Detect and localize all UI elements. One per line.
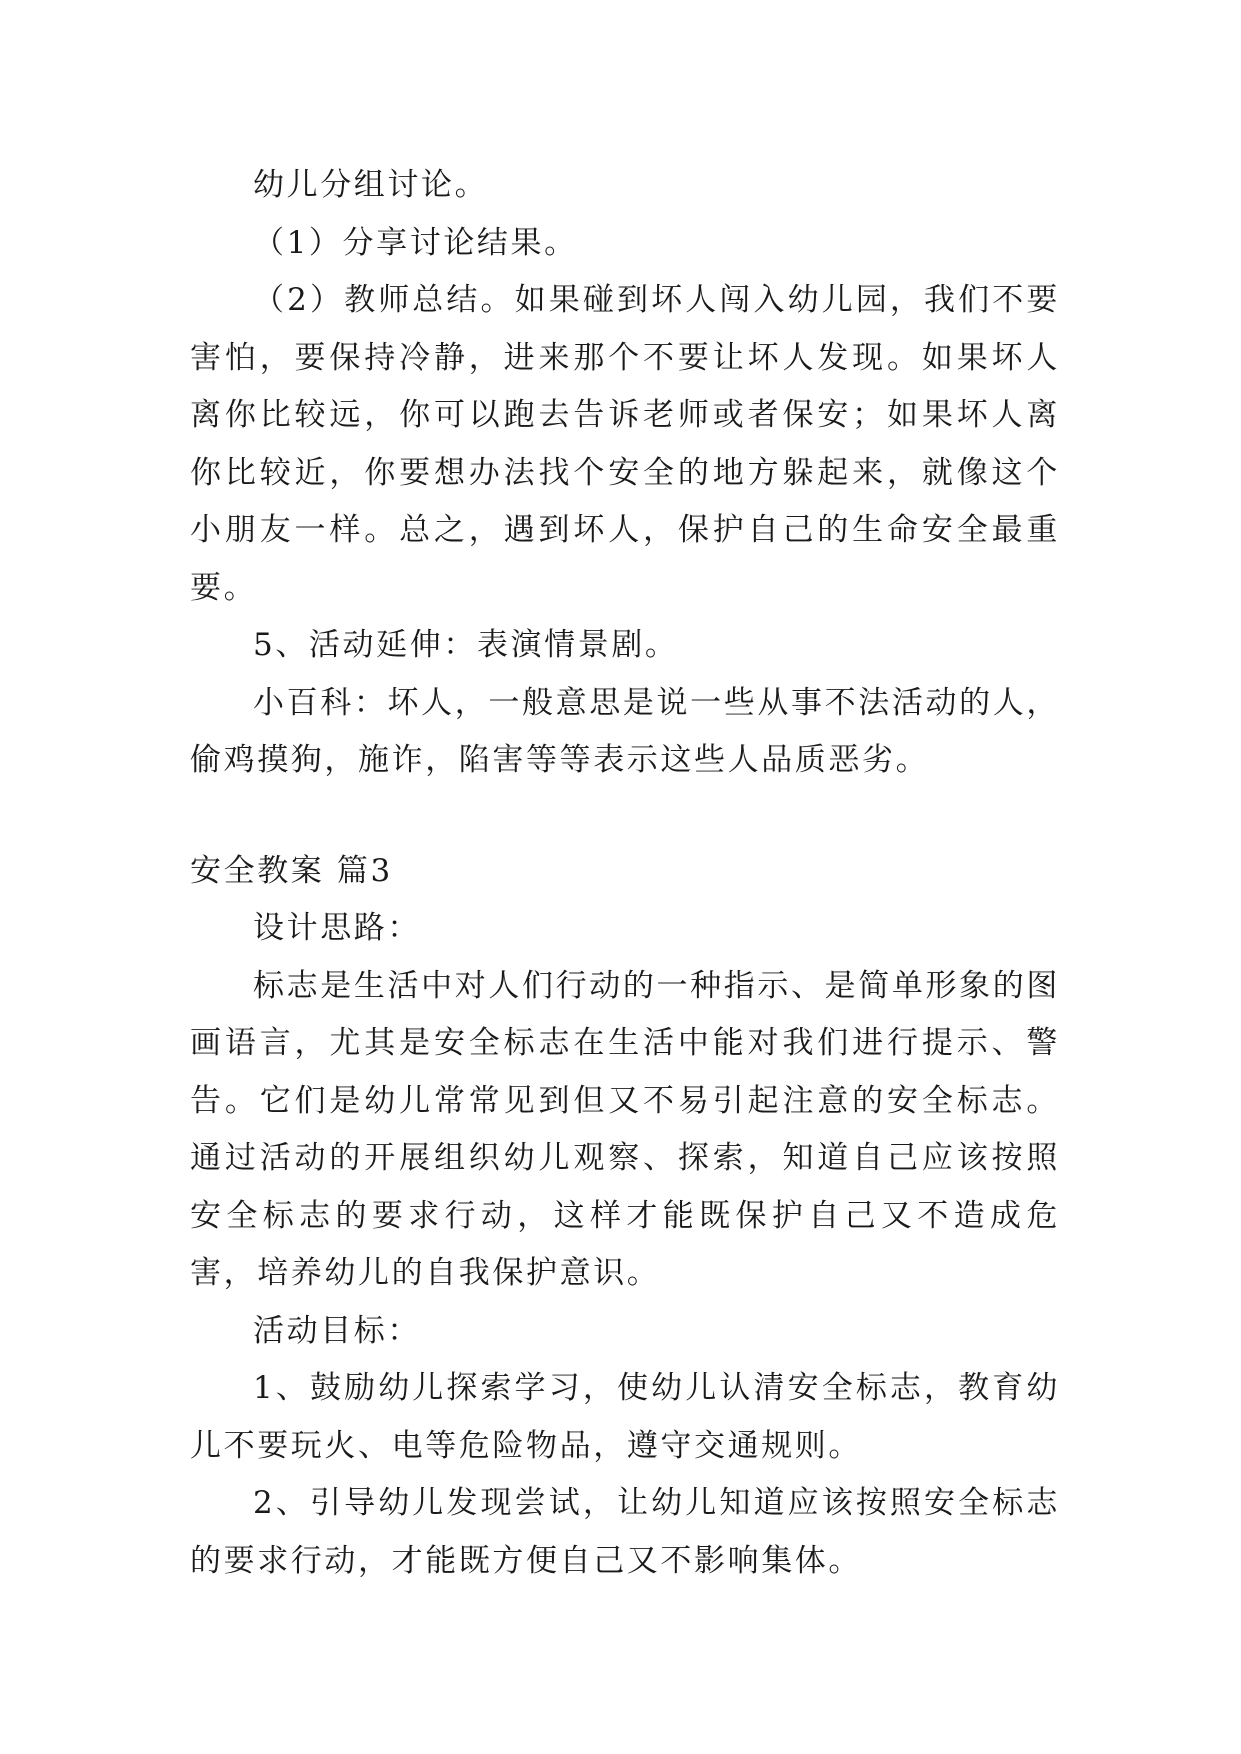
paragraph-encyclopedia: 小百科：坏人，一般意思是说一些从事不法活动的人，偷鸡摸狗，施诈，陷害等等表示这些人品质恶劣。: [190, 684, 1060, 778]
paragraph-goal-1: 1、鼓励幼儿探索学习，使幼儿认清安全标志，教育幼儿不要玩火、电等危险物品，遵守交通规则。: [190, 1370, 1060, 1464]
paragraph-design-idea: 标志是生活中对人们行动的一种指示、是简单形象的图画语言，尤其是安全标志在生活中能对我们进行提示、警告。它们是幼儿常常见到但又不易引起注意的安全标志。通过活动的开展组织幼儿观察、探索，知道自己应该按照安全标志的要求行动，这样才能既保护自己又不造成危害，培养幼儿的自我保护意识。: [190, 967, 1060, 1291]
document-body: [190, 157, 1060, 1590]
paragraph-goal-2: 2、引导幼儿发现尝试，让幼儿知道应该按照安全标志的要求行动，才能既方便自己又不影响集体。: [190, 1485, 1060, 1579]
paragraph-activity-goals-label: 活动目标：: [253, 1312, 421, 1349]
section-title: 安全教案 篇3: [190, 852, 393, 889]
paragraph-teacher-summary: （2）教师总结。如果碰到坏人闯入幼儿园，我们不要害怕，要保持冷静，进来那个不要让坏人发现。如果坏人离你比较远，你可以跑去告诉老师或者保安；如果坏人离你比较近，你要想办法找个安全的地方躲起来，就像这个小朋友一样。总之，遇到坏人，保护自己的生命安全最重要。: [190, 282, 1060, 606]
paragraph-activity-extension: 5、活动延伸：表演情景剧。: [253, 627, 679, 663]
paragraph-design-idea-label: 设计思路：: [253, 910, 421, 946]
paragraph-share-results: （1）分享讨论结果。: [253, 224, 578, 261]
section-spacer: [190, 790, 1060, 843]
paragraph-group-discussion: 幼儿分组讨论。: [253, 167, 489, 203]
